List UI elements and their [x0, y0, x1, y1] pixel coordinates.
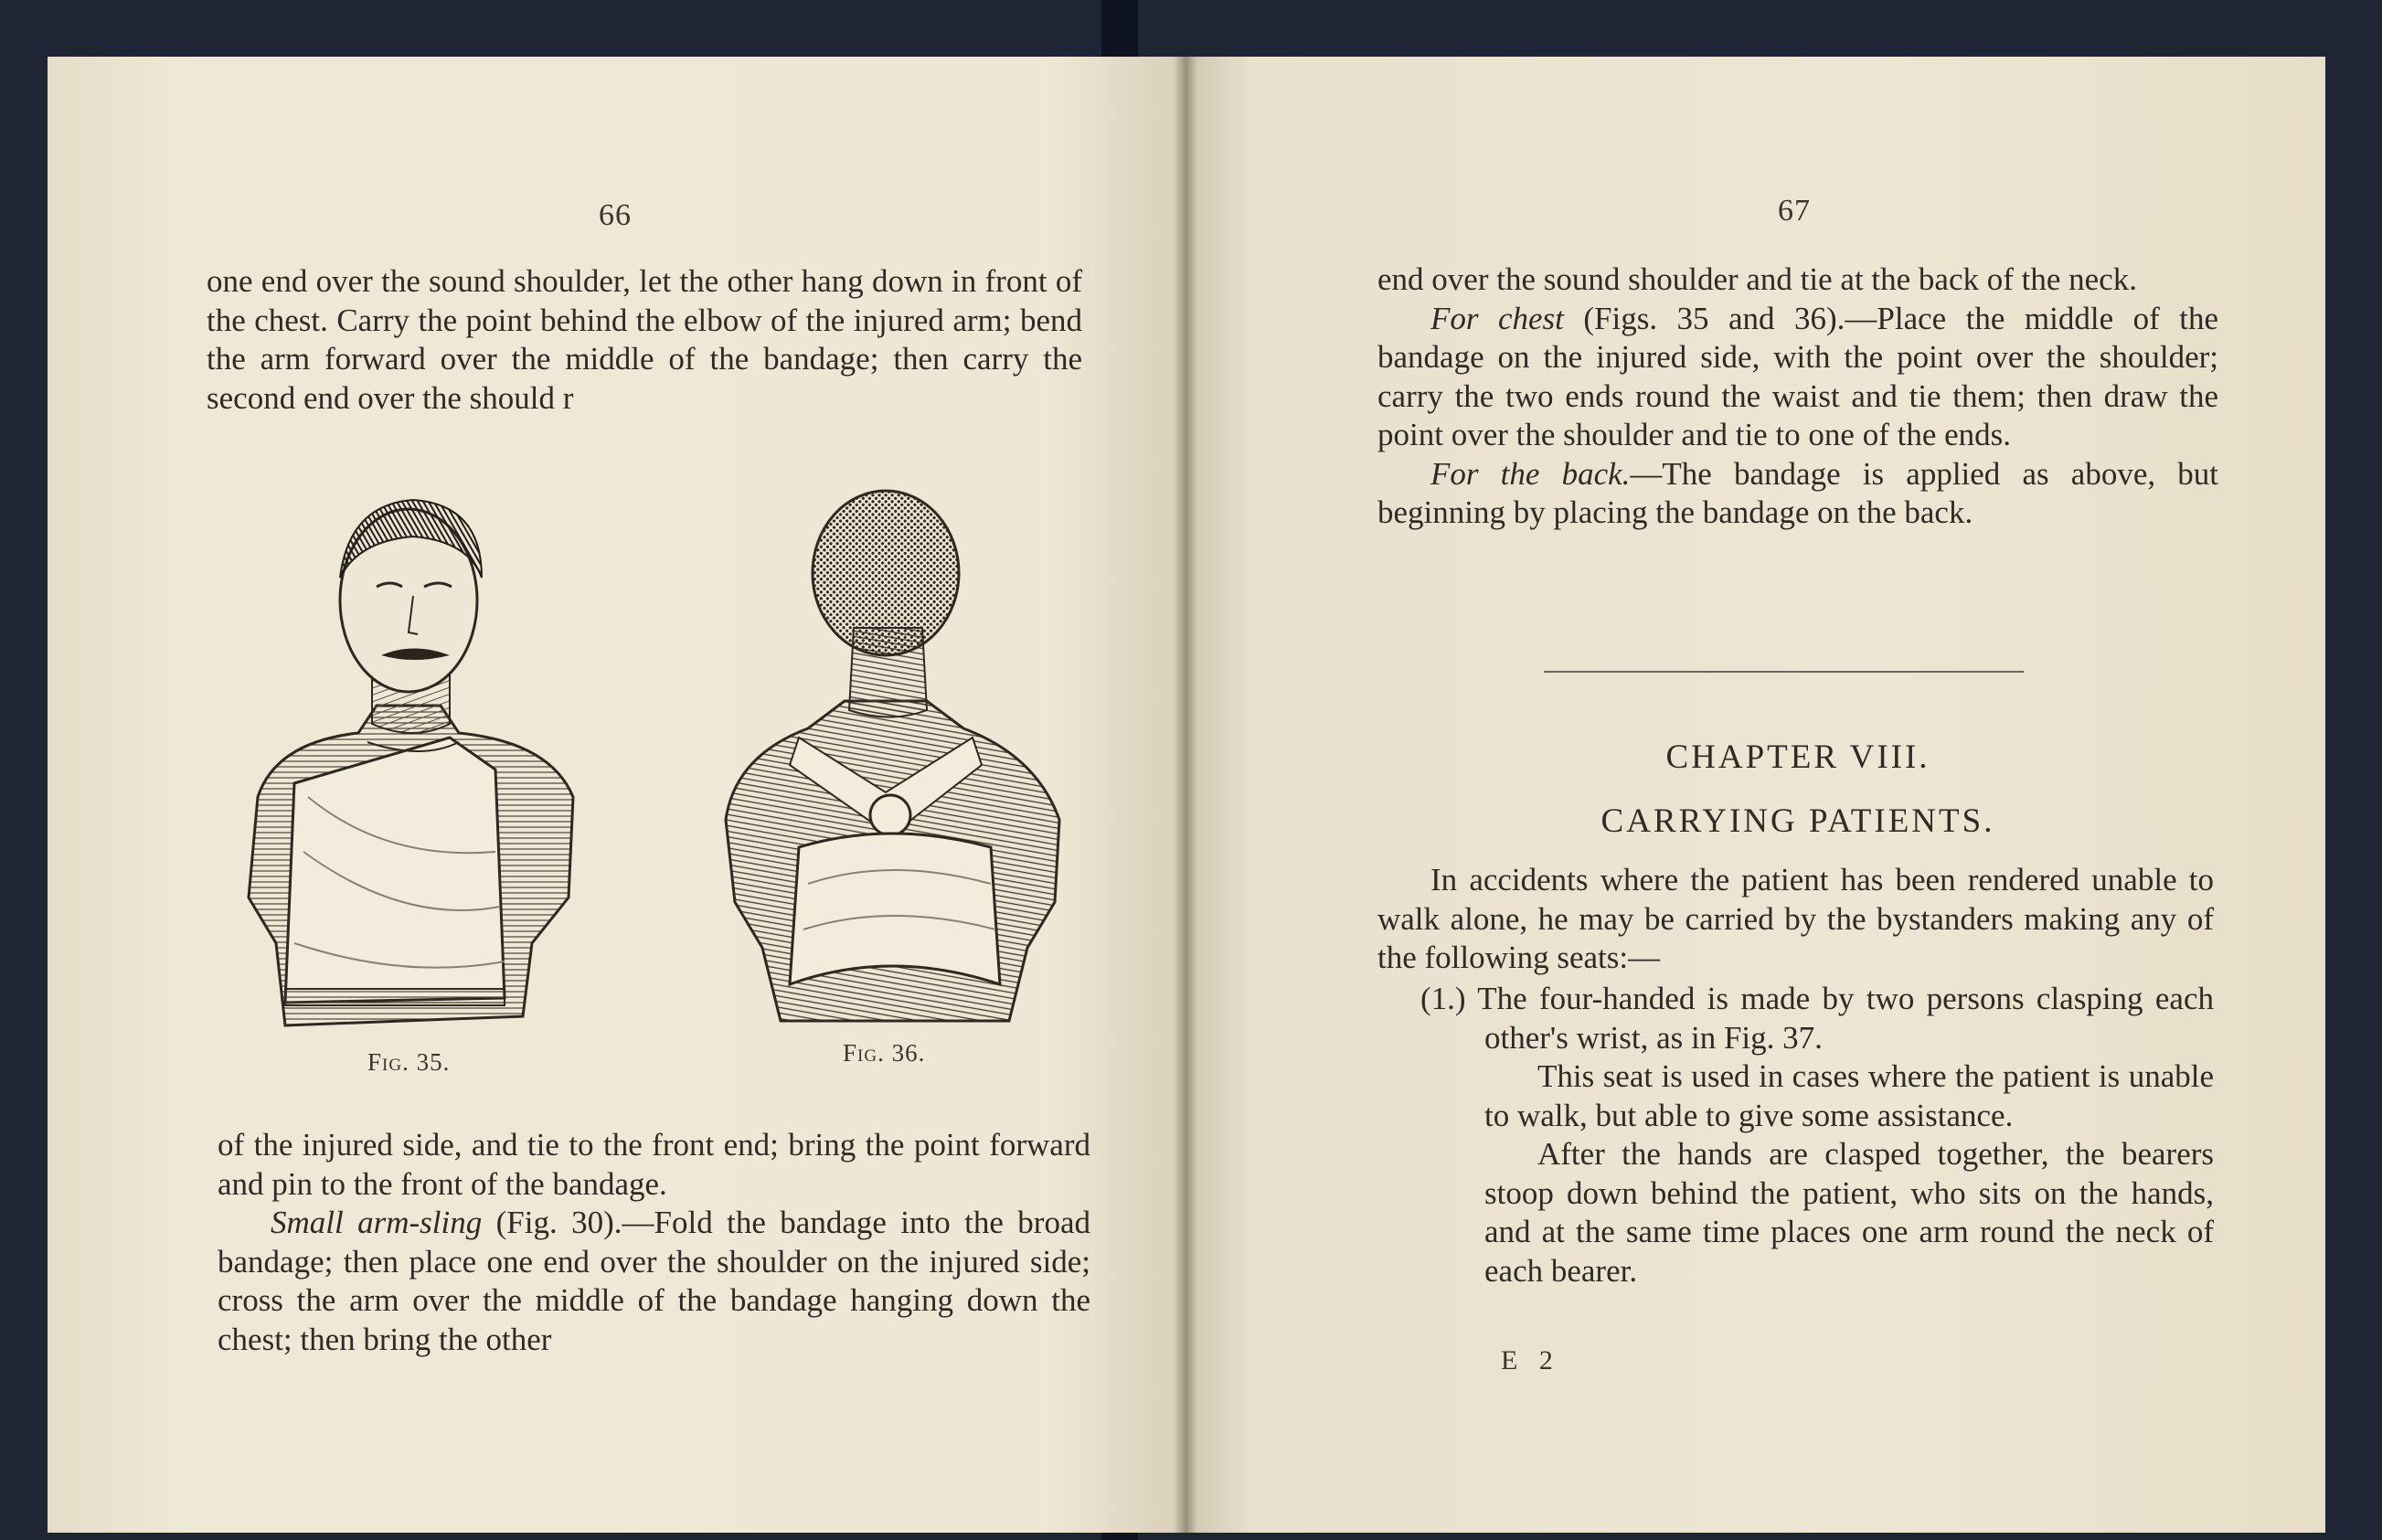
right-top-paragraphs	[1377, 260, 2218, 533]
intro-text: In accidents where the patient has been rendered unable to walk alone, he may be carried by the bystanders making any of the following seats:—	[1377, 862, 2214, 975]
fig36-drawing	[698, 473, 1101, 1030]
book-gutter	[1174, 57, 1197, 1533]
for-back-text: —The bandage is applied as above, but beginning by placing the bandage on the back.	[1377, 455, 2218, 530]
list-item-1-note-2: After the hands are clasped together, the bearers stoop down behind the patient, who sits on the hands, and at the same time places one arm round the neck of each bearer.	[1484, 1136, 2214, 1289]
small-arm-sling-paragraph	[218, 1204, 1090, 1359]
list-item-1: (1.) The four-handed is made by two persons clasping each other's wrist, as in Fig. 37.	[1420, 981, 2214, 1056]
list-item-1-note: This seat is used in cases where the patient is unable to walk, but able to give some assistance.	[1484, 1058, 2214, 1133]
page-number-66: 66	[599, 198, 632, 232]
for-chest-title: For chest	[1430, 300, 1564, 336]
spine-top	[1101, 0, 1138, 57]
left-page	[48, 57, 1186, 1533]
for-chest-text: (Figs. 35 and 36).—Place the middle of the bandage on the injured side, with the point over the shoulder; carry the two ends round the waist and tie them; then draw the point over the shoulder and tie to one of the ends.	[1377, 300, 2218, 452]
small-arm-sling-title: Small arm-sling	[271, 1205, 483, 1240]
left-bottom-text-1: of the injured side, and tie to the front end; bring the point forward and pin to the front of the bandage.	[218, 1127, 1090, 1202]
fig35-drawing	[221, 468, 623, 1035]
figure-35-caption: Fig. 35.	[367, 1048, 451, 1076]
section-divider	[1544, 671, 2024, 673]
figure-36-illustration	[698, 473, 1101, 1030]
for-back-title: For the back.	[1430, 455, 1631, 492]
chapter-title: CARRYING PATIENTS.	[1600, 802, 1995, 840]
figure-35-illustration	[221, 468, 623, 1035]
left-top-paragraph	[207, 262, 1082, 418]
spine-bottom	[1101, 1533, 1138, 1540]
left-bottom-paragraph	[218, 1126, 1090, 1359]
page-number-67: 67	[1778, 194, 1811, 228]
small-arm-sling-text: (Fig. 30).—Fold the bandage into the broad bandage; then place one end over the shoulder on the injured side; cross the arm over the middle of the bandage hanging down the chest; then bring the other	[218, 1205, 1090, 1357]
chapter-intro	[1377, 861, 2214, 978]
for-chest-paragraph	[1377, 300, 2218, 455]
chapter-heading: CHAPTER VIII.	[1665, 738, 1930, 776]
right-text-1: end over the sound shoulder and tie at the back of the neck.	[1377, 261, 2137, 297]
figure-36-caption: Fig. 36.	[843, 1039, 926, 1067]
for-back-paragraph	[1377, 455, 2218, 533]
right-page	[1186, 57, 2325, 1533]
left-top-text: one end over the sound shoulder, let the other hang down in front of the chest. Carry the point behind the elbow of the injured arm; bend the arm forward over the middle of the bandage; then carry the second end over the should r	[207, 263, 1082, 416]
signature-mark: E 2	[1501, 1345, 1560, 1375]
open-book	[48, 57, 2325, 1533]
list-item-1-notes	[1484, 1057, 2214, 1290]
list-item-1-block	[1420, 980, 2214, 1057]
